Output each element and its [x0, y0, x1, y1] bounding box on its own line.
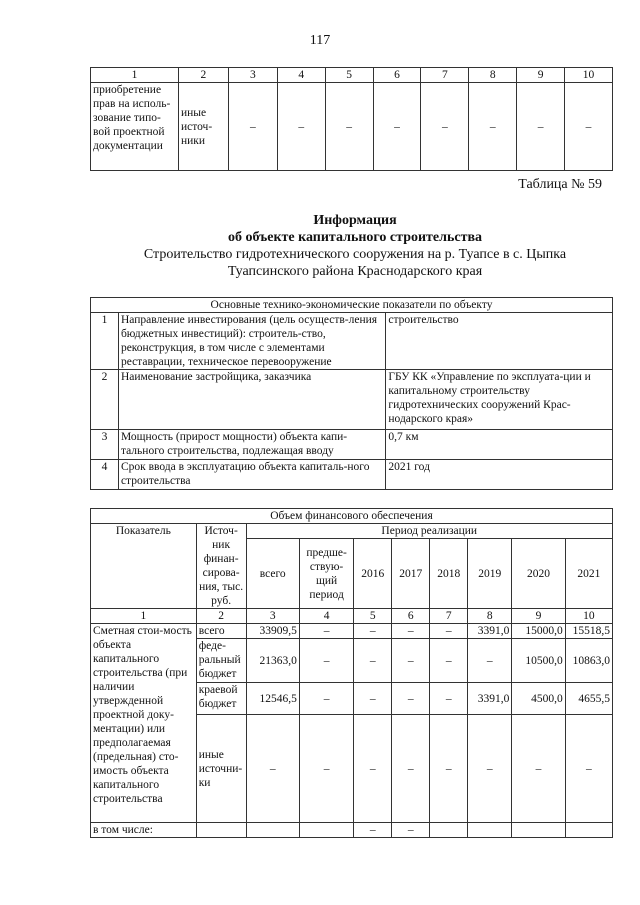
finance-cell — [430, 823, 468, 838]
col-source: Источ-ник финан-сирова-ния, тыс. руб. — [196, 524, 246, 609]
top-table — [90, 67, 613, 171]
finance-number-row — [91, 609, 613, 624]
top-row-cell: – — [373, 83, 421, 171]
indicator-row — [91, 430, 613, 460]
finance-source: краевой бюджет — [196, 683, 246, 715]
finance-cell: – — [392, 624, 430, 639]
indicator-label: Мощность (прирост мощности) объекта капи-тального строительства, подлежащая вводу — [118, 430, 385, 460]
finance-cell: – — [430, 624, 468, 639]
col-number: 3 — [246, 609, 299, 624]
finance-cell: 15000,0 — [512, 624, 565, 639]
indicator-num: 3 — [91, 430, 119, 460]
finance-cell: – — [468, 639, 512, 683]
heading-object-location: Туапсинского района Краснодарского края — [227, 264, 483, 279]
finance-cell: – — [299, 639, 353, 683]
top-col-5: 5 — [325, 68, 373, 83]
indicators-title-row — [91, 298, 613, 313]
finance-cell: – — [354, 624, 392, 639]
col-number: 2 — [196, 609, 246, 624]
top-col-4: 4 — [277, 68, 325, 83]
indicator-label: Наименование застройщика, заказчика — [118, 370, 385, 430]
indicator-row — [91, 370, 613, 430]
finance-row-including — [91, 823, 613, 838]
finance-header-row — [91, 524, 613, 539]
indicator-num: 4 — [91, 460, 119, 490]
indicator-row — [91, 460, 613, 490]
finance-cell: 3391,0 — [468, 683, 512, 715]
col-indicator: Показатель — [91, 524, 197, 609]
indicator-num: 1 — [91, 313, 119, 370]
finance-indicator: Сметная стои-мость объекта капитального строительства (при наличии утвержденной проектной доку-ментации) или предполагаемая (предельная) сто-имость объекта капитального строительства — [91, 624, 197, 823]
finance-row-total — [91, 624, 613, 639]
finance-cell: – — [246, 715, 299, 823]
top-row-cell: – — [325, 83, 373, 171]
finance-cell: – — [354, 639, 392, 683]
col-number: 1 — [91, 609, 197, 624]
top-row-cell: – — [469, 83, 517, 171]
finance-cell: 3391,0 — [468, 624, 512, 639]
col-number: 9 — [512, 609, 565, 624]
top-table-row — [91, 83, 613, 171]
finance-cell: – — [299, 715, 353, 823]
finance-cell: – — [392, 683, 430, 715]
finance-cell: 15518,5 — [565, 624, 612, 639]
top-col-2: 2 — [178, 68, 228, 83]
finance-cell — [196, 823, 246, 838]
finance-cell — [468, 823, 512, 838]
finance-cell: – — [299, 683, 353, 715]
col-number: 8 — [468, 609, 512, 624]
top-row-cell: – — [421, 83, 469, 171]
finance-cell — [246, 823, 299, 838]
col-prev-period: предше-ствую-щий период — [299, 539, 353, 609]
indicator-num: 2 — [91, 370, 119, 430]
top-col-1: 1 — [91, 68, 179, 83]
col-year: 2016 — [354, 539, 392, 609]
finance-cell — [565, 823, 612, 838]
object-heading — [90, 212, 620, 280]
col-total: всего — [246, 539, 299, 609]
indicator-row — [91, 313, 613, 370]
top-col-10: 10 — [565, 68, 613, 83]
page-number: 117 — [309, 33, 331, 48]
top-row-source: иные источ-ники — [178, 83, 228, 171]
col-year: 2019 — [468, 539, 512, 609]
indicators-table — [90, 297, 613, 490]
finance-cell: – — [354, 715, 392, 823]
indicator-value: ГБУ КК «Управление по эксплуата-ции и капитальному строительству гидротехнических сооружений Крас-нодарского края» — [386, 370, 613, 430]
finance-cell — [299, 823, 353, 838]
finance-cell: – — [512, 715, 565, 823]
top-row-cell: – — [228, 83, 277, 171]
finance-cell: 4655,5 — [565, 683, 612, 715]
col-year: 2017 — [392, 539, 430, 609]
indicator-label: Направление инвестирования (цель осуществ-ления бюджетных инвестиций): строитель-ство, реконструкция, в том числе с элементами реставрации, техническое перевооружение — [118, 313, 385, 370]
col-number: 6 — [392, 609, 430, 624]
finance-cell: 10863,0 — [565, 639, 612, 683]
finance-cell: – — [392, 823, 430, 838]
finance-source: иные источни-ки — [196, 715, 246, 823]
finance-cell — [512, 823, 565, 838]
finance-table — [90, 508, 613, 838]
finance-cell: 33909,5 — [246, 624, 299, 639]
indicator-value: 2021 год — [386, 460, 613, 490]
finance-cell: – — [392, 715, 430, 823]
heading-subtitle: об объекте капитального строительства — [227, 230, 483, 245]
finance-cell: – — [354, 823, 392, 838]
indicator-value: строительство — [386, 313, 613, 370]
period-label: Период реализации — [246, 524, 612, 539]
col-number: 4 — [299, 609, 353, 624]
finance-cell: – — [430, 683, 468, 715]
heading-title: Информация — [313, 213, 397, 228]
finance-including-label: в том числе: — [91, 823, 197, 838]
finance-source: феде-ральный бюджет — [196, 639, 246, 683]
col-year: 2021 — [565, 539, 612, 609]
finance-cell: 4500,0 — [512, 683, 565, 715]
finance-cell: 12546,5 — [246, 683, 299, 715]
finance-title: Объем финансового обеспечения — [91, 509, 613, 524]
finance-cell: – — [299, 624, 353, 639]
top-table-header-row — [91, 68, 613, 83]
top-row-purpose: приобретение прав на исполь-зование типо-вой проектной документации — [91, 83, 179, 171]
finance-cell: – — [392, 639, 430, 683]
top-row-cell: – — [277, 83, 325, 171]
finance-source: всего — [196, 624, 246, 639]
col-number: 10 — [565, 609, 612, 624]
col-year: 2020 — [512, 539, 565, 609]
top-col-7: 7 — [421, 68, 469, 83]
col-year: 2018 — [430, 539, 468, 609]
finance-cell: – — [565, 715, 612, 823]
finance-cell: – — [430, 715, 468, 823]
indicator-value: 0,7 км — [386, 430, 613, 460]
top-col-9: 9 — [517, 68, 565, 83]
indicator-label: Срок ввода в эксплуатацию объекта капиталь-ного строительства — [118, 460, 385, 490]
table-number: Таблица № 59 — [518, 177, 602, 192]
top-col-3: 3 — [228, 68, 277, 83]
finance-title-row — [91, 509, 613, 524]
finance-cell: 21363,0 — [246, 639, 299, 683]
col-number: 7 — [430, 609, 468, 624]
top-row-cell: – — [517, 83, 565, 171]
heading-object-name: Строительство гидротехнического сооружения на р. Туапсе в с. Цыпка — [143, 247, 567, 262]
top-col-8: 8 — [469, 68, 517, 83]
finance-cell: – — [354, 683, 392, 715]
finance-cell: – — [468, 715, 512, 823]
top-row-cell: – — [565, 83, 613, 171]
col-number: 5 — [354, 609, 392, 624]
finance-cell: – — [430, 639, 468, 683]
top-col-6: 6 — [373, 68, 421, 83]
finance-cell: 10500,0 — [512, 639, 565, 683]
indicators-title: Основные технико-экономические показатели по объекту — [91, 298, 613, 313]
